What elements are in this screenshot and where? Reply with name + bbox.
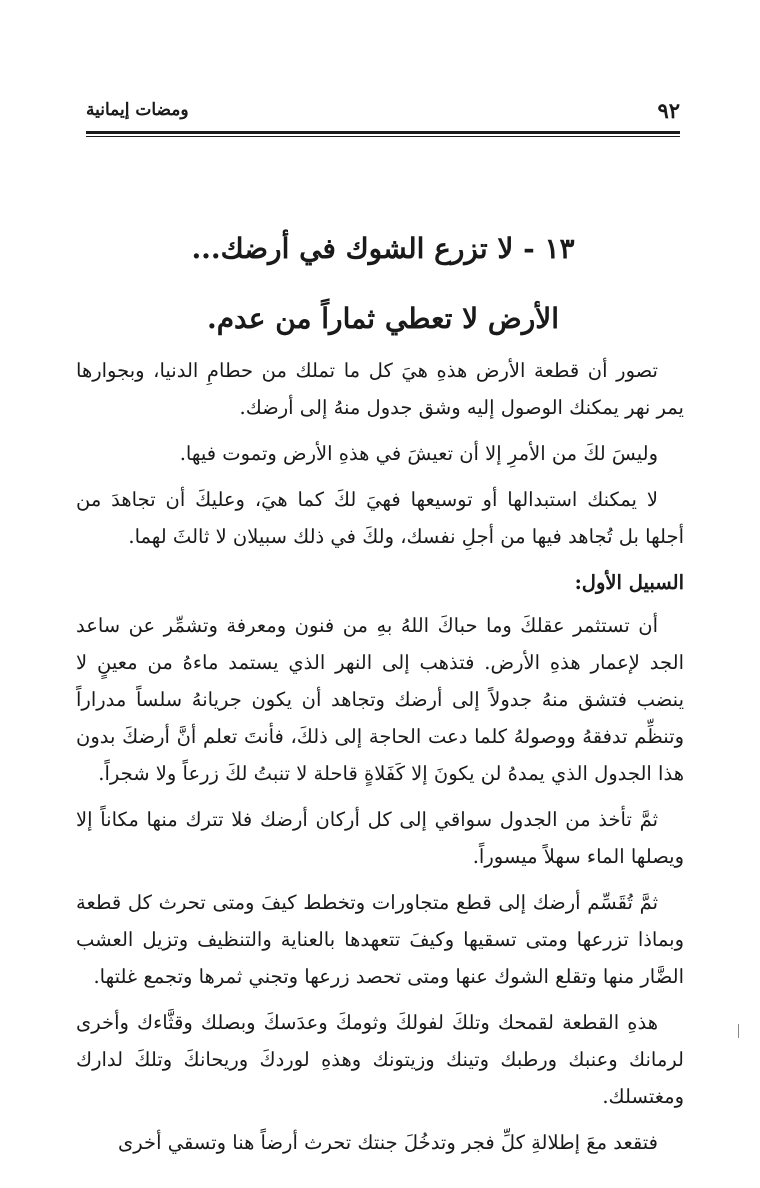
paragraph: وليسَ لكَ من الأمرِ إلا أن تعيشَ في هذهِ الأرض وتموت فيها. — [179, 442, 658, 465]
paragraph: لا يمكنك استبدالها أو توسيعها فهيَ لكَ كما هيَ، وعليكَ أن تجاهدَ من أجلها بل تُجاهد فيها من أجلِ نفسك، ولكَ في ذلك سبيلان لا ثالثَ لهما. — [76, 488, 684, 548]
header-rule — [86, 131, 680, 134]
paragraph: ثمَّ تُقَسِّم أرضك إلى قطع متجاورات وتخطط كيفَ ومتى تحرث كل قطعة وبماذا تزرعها ومتى تسقيها وكيفَ تتعهدها بالعناية والتنظيف وتزيل العشب الضَّار منها وتقلع الشوك عنها ومتى تحصد زرعها وتجني ثمرها وتجمع غلتها. — [76, 891, 684, 988]
body-text — [76, 352, 684, 1170]
section-heading: السبيل الأول: — [574, 571, 684, 594]
chapter-title: ١٣ - لا تزرع الشوك في أرضك... — [191, 232, 575, 265]
running-header — [86, 96, 680, 130]
chapter-subtitle: الأرض لا تعطي ثماراً من عدم. — [206, 302, 560, 335]
margin-mark — [738, 1024, 739, 1038]
paragraph: فتقعد معَ إطلالةِ كلِّ فجر وتدخُلَ جنتك تحرث أرضاً هنا وتسقي أخرى — [118, 1131, 658, 1154]
page-number: ٩٢ — [657, 98, 680, 123]
paragraph: ثمَّ تأخذ من الجدول سواقي إلى كل أركان أرضك فلا تترك منها مكاناً إلا ويصلها الماء سهلاً ميسوراً. — [76, 808, 684, 868]
paragraph: أن تستثمر عقلكَ وما حباكَ اللهُ بهِ من فنون ومعرفة وتشمِّر عن ساعد الجد لإعمار هذهِ الأرض. فتذهب إلى النهر الذي يستمد ماءهُ من معينٍ لا ينضب فتشق منهُ جدولاً إلى أرضك وتجاهد أن يكون جريانهُ سلساً مدراراً وتنظِّم تدفقهُ ووصولهُ كلما دعت الحاجة إلى ذلكَ، فأنتَ تعلم أنَّ أرضكَ بدون هذا الجدول الذي يمدهُ لن يكونَ إلا كَفَلاةٍ قاحلة لا تنبتُ لكَ زرعاً ولا شجراً. — [76, 614, 684, 785]
header-rule-thin — [86, 136, 680, 137]
paragraph: تصور أن قطعة الأرض هذهِ هيَ كل ما تملك من حطامِ الدنيا، وبجوارها يمر نهر يمكنك الوصول إليه وشق جدول منهُ إلى أرضك. — [76, 359, 684, 419]
paragraph: هذهِ القطعة لقمحك وتلكَ لفولكَ وثومكَ وعدَسكَ وبصلك وقثَّاءك وأخرى لرمانك وعنبك ورطبك وتينك وزيتونك وهذهِ لوردكَ وريحانكَ وتلكَ لدارك ومغتسلك. — [76, 1011, 684, 1108]
running-title: ومضات إيمانية — [86, 100, 189, 120]
